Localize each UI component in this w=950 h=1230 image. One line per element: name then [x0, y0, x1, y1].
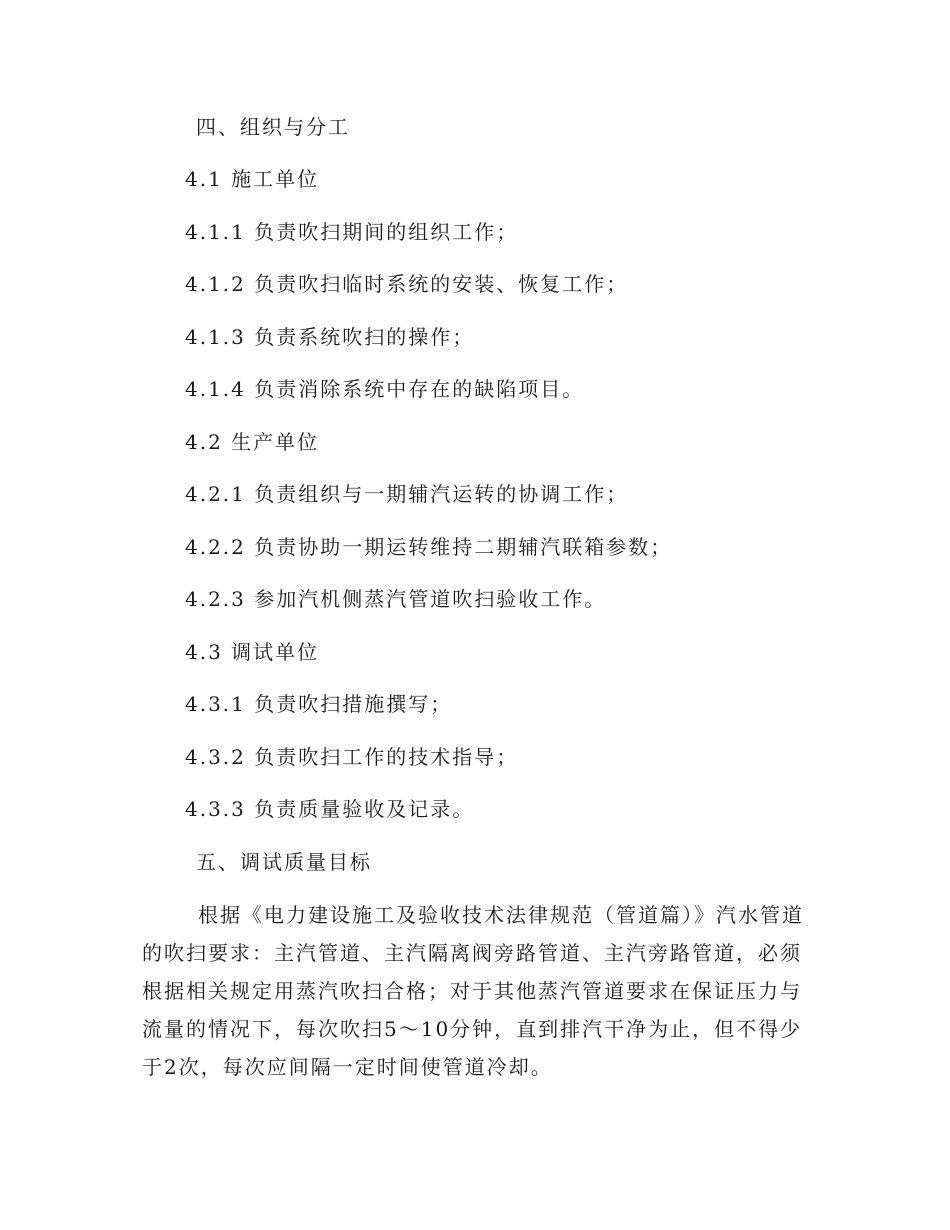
section-4-heading: 四、组织与分工	[196, 115, 350, 139]
item-4-3-3: 4.3.3 负责质量验收及记录。	[185, 797, 475, 821]
section-5-heading: 五、调试质量目标	[196, 850, 372, 874]
item-4-3-2: 4.3.2 负责吹扫工作的技术指导；	[185, 745, 519, 769]
item-4-3-1: 4.3.1 负责吹扫措施撰写；	[185, 692, 453, 716]
subsection-4-1-heading: 4.1 施工单位	[185, 167, 320, 191]
paragraph-line: 根据《电力建设施工及验收技术法律规范（管道篇）》汽水管道	[198, 903, 804, 927]
paragraph-line: 根据相关规定用蒸汽吹扫合格；对于其他蒸汽管道要求在保证压力与	[142, 979, 802, 1003]
item-4-2-2: 4.2.2 负责协助一期运转维持二期辅汽联箱参数；	[185, 535, 673, 559]
paragraph-line: 于2次，每次应间隔一定时间使管道冷却。	[142, 1055, 553, 1079]
item-4-1-4: 4.1.4 负责消除系统中存在的缺陷项目。	[185, 377, 585, 401]
item-4-1-2: 4.1.2 负责吹扫临时系统的安装、恢复工作；	[185, 272, 629, 296]
item-4-2-3: 4.2.3 参加汽机侧蒸汽管道吹扫验收工作。	[185, 587, 607, 611]
paragraph-line: 的吹扫要求：主汽管道、主汽隔离阀旁路管道、主汽旁路管道，必须	[142, 941, 802, 965]
paragraph-line: 流量的情况下，每次吹扫5～10分钟，直到排汽干净为止，但不得少	[142, 1017, 803, 1041]
item-4-1-1: 4.1.1 负责吹扫期间的组织工作；	[185, 220, 519, 244]
section-5-paragraph	[142, 896, 812, 1086]
subsection-4-2-heading: 4.2 生产单位	[185, 430, 320, 454]
item-4-2-1: 4.2.1 负责组织与一期辅汽运转的协调工作；	[185, 482, 629, 506]
item-4-1-3: 4.1.3 负责系统吹扫的操作；	[185, 325, 475, 349]
subsection-4-3-heading: 4.3 调试单位	[185, 640, 320, 664]
